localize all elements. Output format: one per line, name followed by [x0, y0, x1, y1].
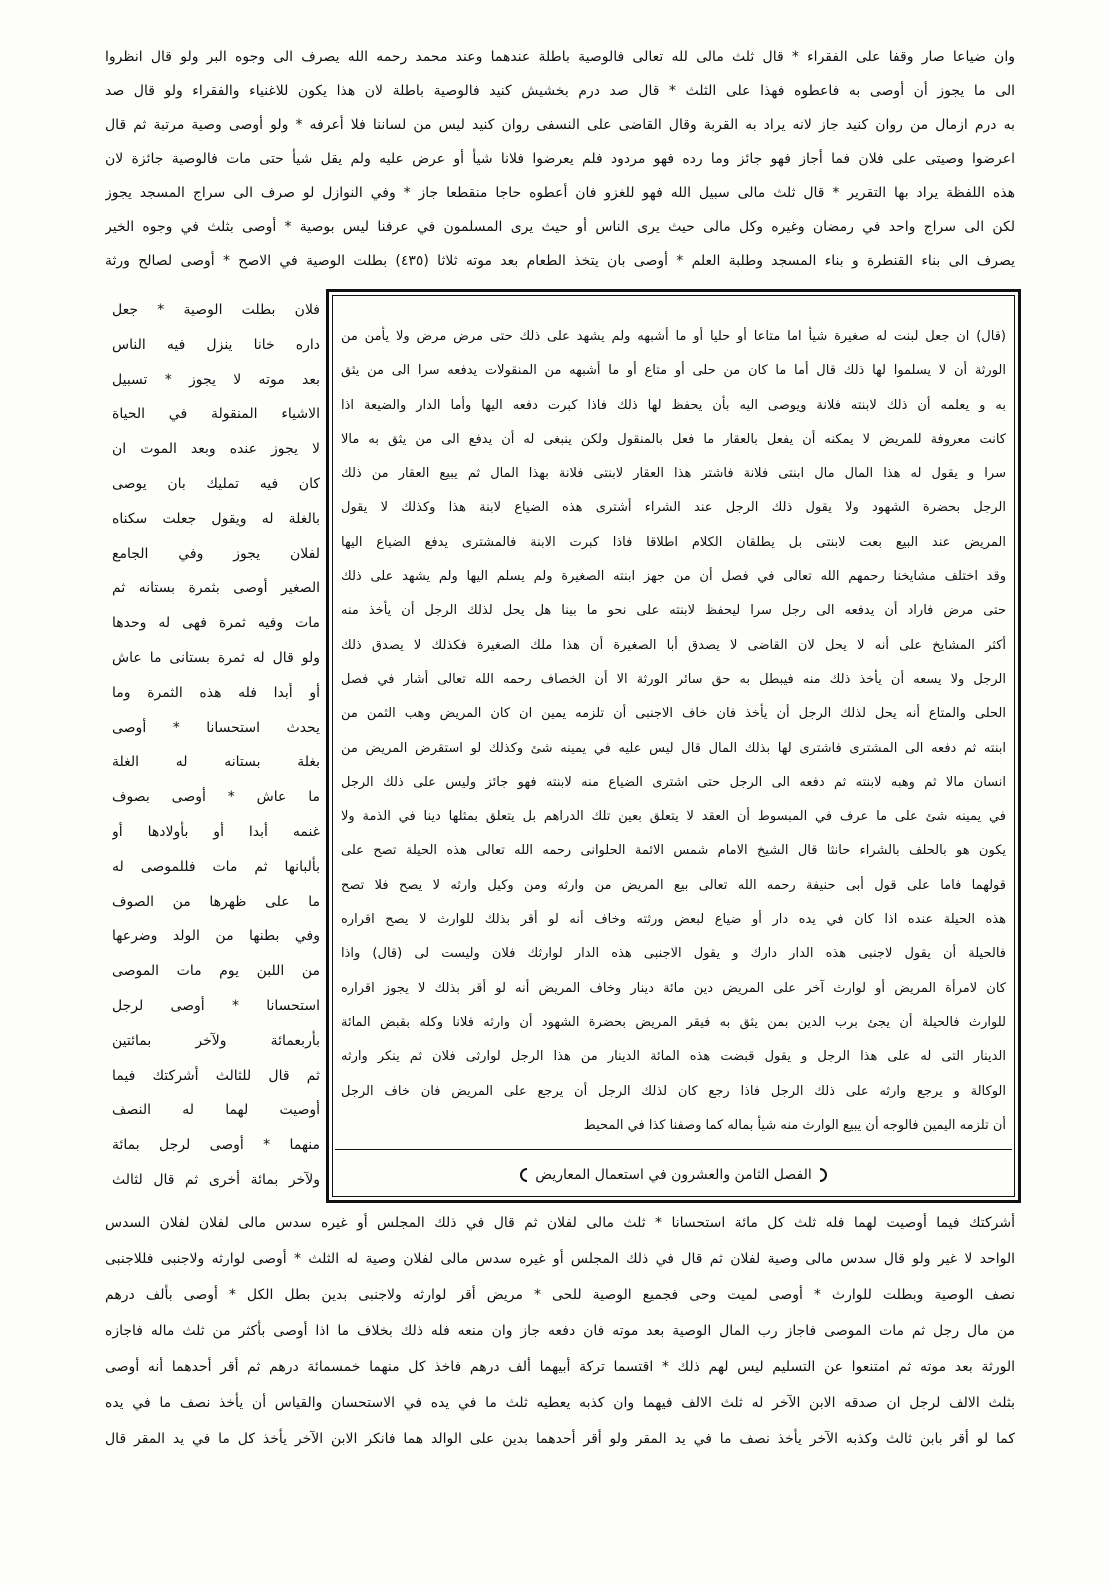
- margin-text-line: منهما * أوصى لرجل بمائة: [112, 1137, 320, 1154]
- box-text-line: قولهما فاما على قول أبى حنيفة رحمه الله تعالى بيع المريض من وارثه ومن وكيل وارثه لا يصح فلا تصح: [341, 877, 1006, 893]
- margin-text-line: غنمه أبدا أو بأولادها أو: [112, 823, 320, 840]
- section-heading: [329, 1158, 1018, 1192]
- margin-text-line: استحسانا * أوصى لرجل: [112, 997, 320, 1014]
- margin-text-line: بأربعمائة ولآخر بمائتين: [112, 1032, 320, 1049]
- heading-ornament-right: [820, 1168, 827, 1182]
- bottom-text-block: [105, 1205, 1015, 1457]
- top-text-line: هذه اللفظة يراد بها التقرير * قال ثلث مالى سبيل الله فهو للغزو فان أعطوه حاجا منقطعا جاز * وفي النوازل لو صرف الى سراج المسجد يجوز: [105, 185, 1015, 201]
- box-text-line: هذه الحيلة عنده اذا كان في يده دار أو ضياع لبعض ورثته وخاف أنه لو أقر بذلك للوارث لا يصح اقراره: [341, 912, 1006, 928]
- margin-text-line: لا يجوز عنده وبعد الموت ان: [112, 441, 320, 458]
- box-text-line: يكون هو بالحلف بالشراء حانثا قال الشيخ الامام شمس الائمة الحلوانى رحمه الله تعالى هذه الحيلة تصح على: [341, 843, 1006, 859]
- margin-text-line: داره خانا ينزل فيه الناس: [112, 336, 320, 353]
- box-text-line: فالحيلة أن يقول لاجنبى هذه الدار دارك و يقول الاجنبى هذه الدار لوارثك فلان وليست لى (قال) واذا: [341, 946, 1006, 962]
- box-text-line: وقد اختلف مشايخنا رحمهم الله تعالى في فصل أن من جهز ابنته الصغيرة ولم يسلم اليها ولم يشهد على ذلك: [341, 569, 1006, 585]
- box-text-line: انسان مالا ثم وهبه لابنته ثم دفعه الى الرجل حتى اشترى الضياع منه لابنته فهو جائز وليس على ذلك الرجل: [341, 774, 1006, 790]
- top-text-line: وان ضياعا صار وقفا على الفقراء * قال ثلث مالى لله تعالى فالوصية باطلة عندهما وعند محمد رحمه الله يصرف الى وجوه البر ولو قال انظروا: [105, 49, 1015, 65]
- margin-text-line: بعد موته لا يجوز * تسبيل: [112, 371, 320, 388]
- box-text-line: ابنته ثم دفعه الى المشترى فاشترى لها بذلك المال قال ليس عليه في يمينه شئ وكذلك لو استقرض المريض من: [341, 740, 1006, 756]
- bottom-text-line: من مال رجل ثم مات الموصى فاجاز رب المال الوصية بعد موته فان دفعه جاز وان منعه فله ذلك بخلاف ما اذا أوصى بأكثر من ثلث ماله فاجازه: [105, 1323, 1015, 1339]
- box-text-line: الدينار التى له على هذا الرجل و يقول قبضت هذه المائة الدينار من هذا الرجل لوارثى فلان ثم ينكر وارثه: [341, 1049, 1006, 1065]
- margin-text-line: بغلة بستانه له الغلة: [112, 754, 320, 771]
- margin-text-line: ولآخر بمائة أخرى ثم قال لثالث: [112, 1171, 320, 1188]
- box-text-line: أن تلزمه اليمين فالوجه أن يبيع الوارث منه شيأ بماله كما وصفنا كذا في المحيط: [583, 1117, 1006, 1133]
- box-text-line: به و يعلمه أن ذلك لابنته فلانة ويوصى اليه بأن يحفظ لها ذلك فاذا كبرت دفعه اليها وأما الدار والضيعة اذا: [341, 397, 1006, 413]
- margin-text-line: بالغلة له ويقول جعلت سكناه: [112, 510, 320, 527]
- bottom-text-line: بثلث الالف لرجل ان صدقه الابن الآخر له ثلث الالف فيهما وان كذبه يعطيه ثلث ما في يده في الاستحسان والقياس أن يأخذ نصف ما في يده: [105, 1395, 1015, 1411]
- bottom-text-line: نصف الوصية وبطلت للوارث * أوصى لميت وحى فجميع الوصية للحى * مريض أقر لوارثه ولاجنبى بدين بطل الكل * أوصى بألف درهم: [105, 1287, 1015, 1303]
- box-text-line: الرجل ولا يسعه أن يأخذ ذلك منه فيبطل به حق سائر الورثة الا أن الخصاف رحمه الله تعالى أشار في فصل: [341, 671, 1006, 687]
- margin-text-line: أوصيت لهما له النصف: [112, 1102, 320, 1119]
- margin-text-line: ثم قال للثالث أشركتك فيما: [112, 1067, 320, 1084]
- top-text-block: [105, 40, 1015, 278]
- box-text-line: في يمينه شئ على ما عرف في المبسوط أن العقد لا يتعلق بعين تلك الدراهم بل يتعلق بمثلها دينا في الذمة ولا: [341, 809, 1006, 825]
- box-text-line: أكثر المشايخ على أنه لا يحل لان القاضى لا يصدق أبا الصغيرة أن هذا ملك الصغيرة فكذلك لا يصدق ذلك: [341, 637, 1006, 653]
- box-text-line: (قال) ان جعل لبنت له صغيرة شيأ اما متاعا أو حليا أو ما أشبهه ولم يشهد على ذلك حتى مرض مرض ولا يأمن من: [341, 329, 1006, 344]
- margin-text-line: الصغير أوصى بثمرة بستانه ثم: [112, 580, 320, 597]
- margin-text-line: فلان بطلت الوصية * جعل: [112, 302, 320, 318]
- bottom-text-line: الواحد لا غير ولو قال سدس مالى وصية لفلان ثم قال في ذلك المجلس أو غيره سدس مالى لفلان وصية له الثلث * أوصى لوارثه ولاجنبى فللاجنبى: [105, 1251, 1015, 1267]
- margin-text-line: ما على ظهرها من الصوف: [112, 893, 320, 910]
- top-text-line: لكن الى سراج واحد في رمضان وغيره وكل مالى حيث يرى الناس أو حيث يرى المسلمون في عرفنا ليس بوصية * أوصى بثلث في وجوه الخير: [105, 219, 1015, 235]
- bordered-text-box: [326, 289, 1021, 1203]
- margin-text-line: وفي بطنها من الولد وضرعها: [112, 928, 320, 945]
- box-text-line: الحلى والمتاع أنه يحل لذلك الرجل أن يأخذ فان خاف الاجنبى أن تلزمه يمين ان كان المريض وهب الثمن من: [341, 706, 1006, 722]
- margin-text-line: كان فيه تمليك بان يوصى: [112, 475, 320, 492]
- box-text-line: الرجل بحضرة الشهود ولا يقول ذلك الرجل عند الشراء أشترى هذه الضياع لابنة هذا وكذلك لا يقول: [341, 500, 1006, 516]
- margin-text-line: أو أبدا فله هذه الثمرة وما: [112, 684, 320, 701]
- margin-column: [112, 293, 320, 1198]
- bottom-text-line: كما لو أقر بابن ثالث وكذبه الآخر يأخذ نصف ما في يد المقر ولو أقر أحدهما بدين على الوالد هما فانكر الابن الآخر يأخذ كل ما في يد المقر قال: [105, 1431, 1015, 1447]
- margin-text-line: يحدث استحسانا * أوصى: [112, 719, 320, 736]
- margin-text-line: مات وفيه ثمرة فهى له وحدها: [112, 615, 320, 632]
- top-text-line: الى ما يجوز أن أوصى به فاعطوه فهذا على الثلث * قال صد درم بخشيش كنيد فالوصية باطلة لان هذا يكون للاغنياء والفقراء ولو قال صد: [105, 83, 1015, 99]
- box-text-line: الورثة أن لا يسلموا لها ذلك قال أما ما كان من حلى أو متاع أو ما أشبهه من المنقولات يدفعه سرا الى من يثق: [341, 363, 1006, 379]
- margin-text-line: لفلان يجوز وفي الجامع: [112, 545, 320, 562]
- box-text-body: [341, 320, 1006, 1143]
- box-text-line: سرا و يقول له هذا المال مال ابنتى فلانة فاشتر هذا العقار لابنتى فلانة بهذا المال ثم يبيع العقار من ذلك: [341, 466, 1006, 482]
- heading-ornament-left: [520, 1168, 527, 1182]
- box-text-line: للوارث فالحيلة أن يجئ برب الدين بمن يثق به فيقر المريض بحضرة الشهود أن وارثه فلانا وكله بقبض المائة: [341, 1014, 1006, 1030]
- top-text-line: يصرف الى بناء القنطرة و بناء المسجد وطلبة العلم * أوصى بان يتخذ الطعام بعد موته ثلاثا (٤٣٥) بطلت الوصية في الاصح * أوصى لصالح ورثة: [105, 253, 1015, 269]
- heading-divider: [335, 1149, 1012, 1150]
- section-heading-text: الفصل الثامن والعشرون في استعمال المعاريض: [535, 1167, 812, 1183]
- bottom-text-line: الورثة بعد موته ثم امتنعوا عن التسليم ليس لهم ذلك * اقتسما تركة أبيهما ألف درهم فاخذ كل منهما خمسمائة درهم ثم أقر أحدهما أنه أوصى: [105, 1359, 1015, 1375]
- margin-text-line: من اللبن يوم مات الموصى: [112, 963, 320, 980]
- box-text-line: كانت معروفة للمريض لا يمكنه أن يفعل بالعقار ما فعل بالمنقول ولكن ينبغى له أن يدفع الى من يثق به مالا: [341, 431, 1006, 447]
- box-text-line: كان لامرأة المريض أو لوارث آخر على المريض دين مائة دينار وخاف المريض أنه لو أقر بذلك لا يجوز اقراره: [341, 980, 1006, 996]
- margin-text-line: ما عاش * أوصى بصوف: [112, 789, 320, 806]
- margin-text-line: بألبانها ثم مات فللموصى له: [112, 858, 320, 875]
- margin-text-line: ولو قال له ثمرة بستانى ما عاش: [112, 649, 320, 666]
- bottom-text-line: أشركتك فيما أوصيت لهما فله ثلث كل مائة استحسانا * ثلث مالى لفلان ثم قال في ذلك المجلس أو غيره سدس مالى لفلان لفلان السدس: [105, 1215, 1015, 1231]
- box-text-line: الوكالة و يرجع وارثه على ذلك الرجل فاذا رجع كان لذلك الرجل أن يرجع على المريض فان خاف الرجل: [341, 1083, 1006, 1099]
- box-text-line: المريض عند البيع بعت لابنتى بل يطلقان الكلام اطلاقا فاذا كبرت الابنة فالمشترى يدفع الضياع اليها: [341, 534, 1006, 550]
- top-text-line: اعرضوا وصيتى على فلان فما أجاز فهو جائز وما رده فهو مردود فلم يعرضوا فلانا شيأ أو عرض عليه ولم يقل شيأ حتى مات فالوصية جائزة لان: [105, 151, 1015, 167]
- top-text-line: به درم ازمال من روان كنيد جاز لانه يراد به القربة وقال القاضى على النسفى روان كنيد ليس من لساننا فلا أعرفه * ولو أوصى وصية مرتبة ثم قال: [105, 117, 1015, 133]
- margin-text-line: الاشياء المنقولة في الحياة: [112, 406, 320, 423]
- box-text-line: حتى مرض فاراد أن يدفعه الى رجل سرا ليحفظ لابنته على نحو ما بينا هل يحل لذلك الرجل أن يأخذ منه: [341, 603, 1006, 619]
